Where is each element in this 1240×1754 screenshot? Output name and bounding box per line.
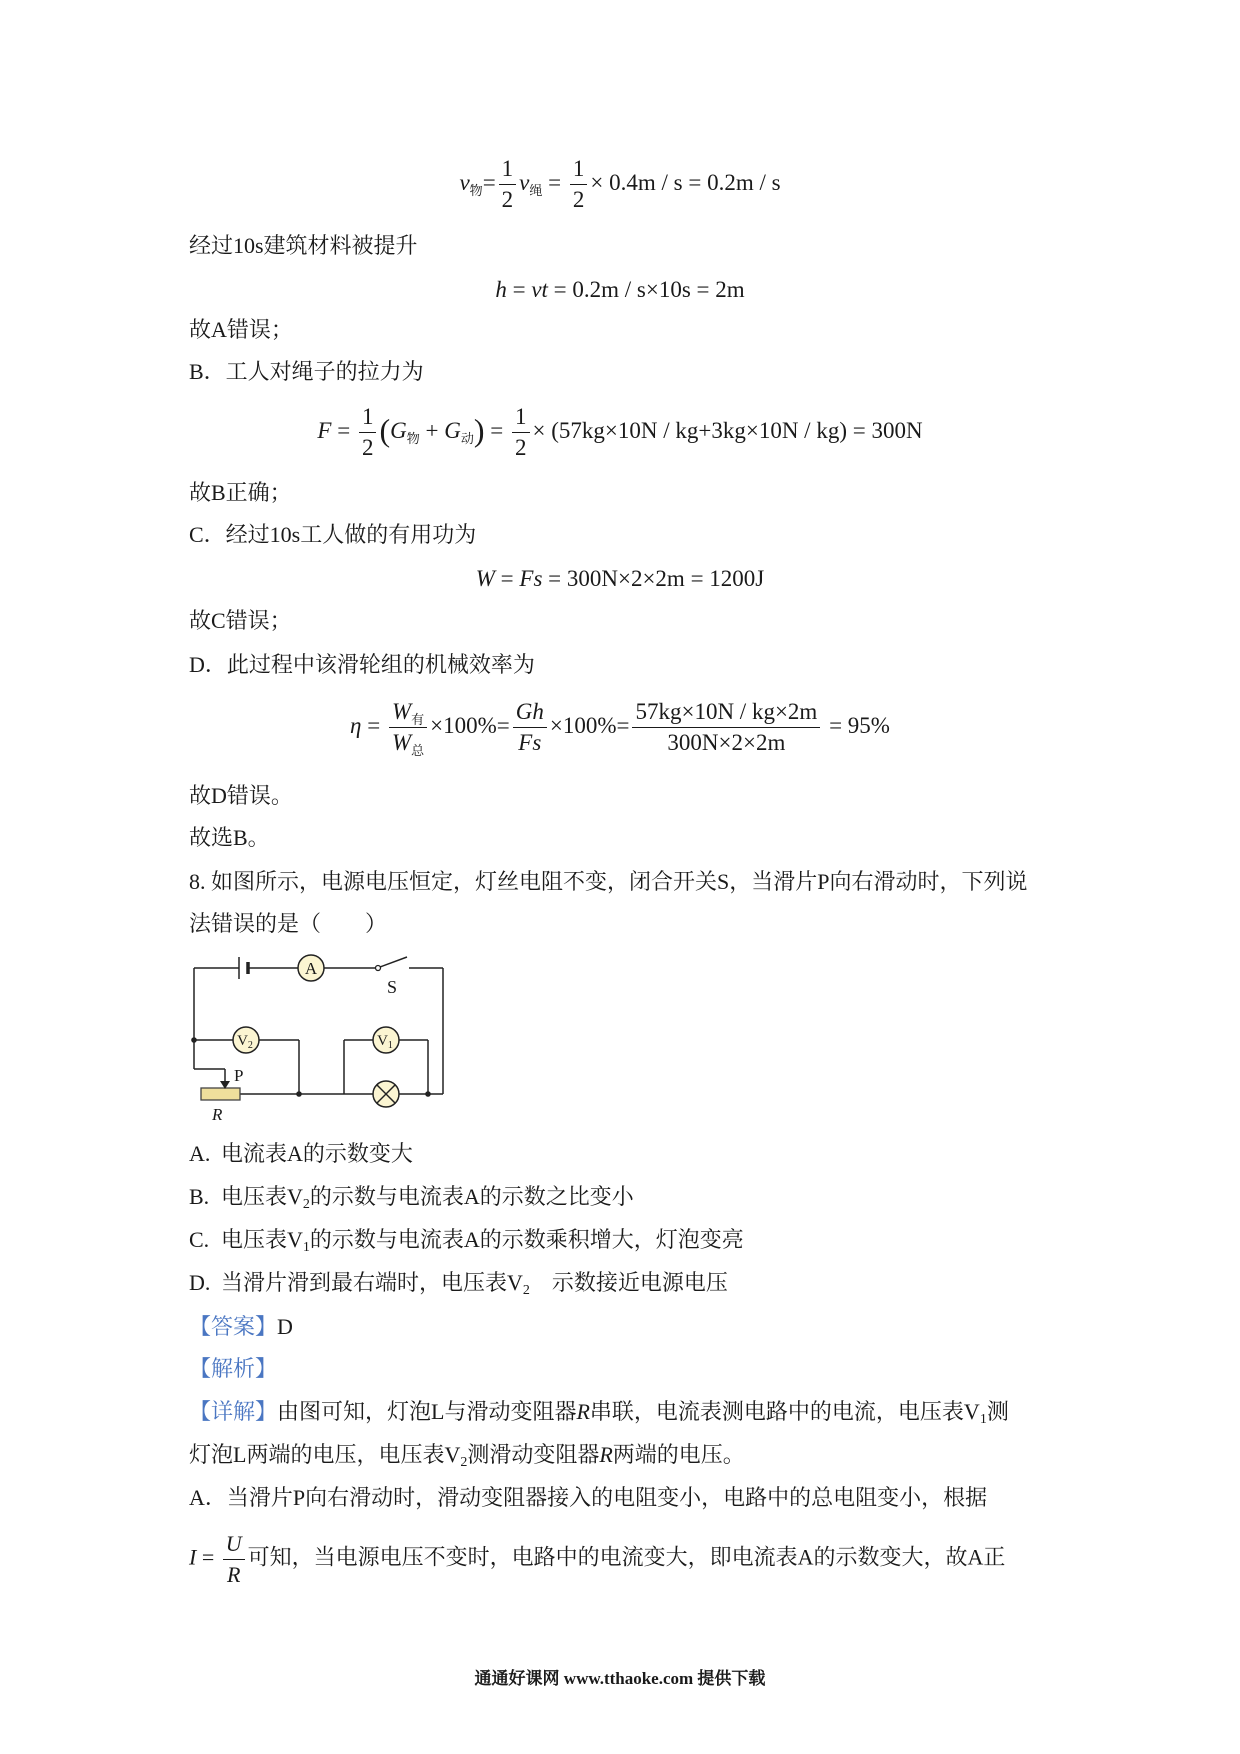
formula-efficiency	[0, 690, 1240, 764]
subscript: 2	[302, 1197, 310, 1212]
switch-icon	[376, 957, 408, 997]
fraction-numerator: Gh	[513, 698, 547, 728]
analysis-tag: 【解析】	[189, 1356, 278, 1381]
formula-tail: = 0.2m / s×10s = 2m	[547, 277, 745, 302]
formula-efficiency-expression	[350, 698, 890, 757]
fraction-denominator: Fs	[518, 729, 542, 755]
text-line: 故A错误；	[189, 317, 293, 342]
voltmeter-v1-icon	[373, 1027, 399, 1053]
rheostat-label: R	[212, 1105, 223, 1124]
option-a	[189, 1139, 413, 1169]
detail-text: 可知，当电源电压不变时，电路中的电流变大，即电流表A的示数变大，故A正	[247, 1544, 1006, 1570]
page-footer: 通通好课网 www.tthaoke.com 提供下载	[474, 1669, 766, 1688]
fraction-numeric	[632, 698, 820, 757]
fraction-denominator: 2	[361, 434, 374, 460]
equals: =	[482, 169, 496, 195]
fraction-work-ratio	[389, 698, 427, 757]
var-r: R	[599, 1442, 613, 1467]
rheostat-icon	[201, 1066, 243, 1124]
voltmeter-v1-letter: V	[377, 1033, 388, 1049]
fraction-denominator: R	[226, 1561, 241, 1587]
detail-text: 两端的电压。	[612, 1442, 745, 1467]
fraction-denominator	[389, 728, 427, 757]
formula-tail: × (57kg×10N / kg+3kg×10N / kg) = 300N	[532, 417, 923, 443]
equals: =	[331, 417, 356, 443]
subscript: 物	[406, 430, 420, 446]
fraction-denominator: 2	[501, 186, 514, 212]
subscript: 有	[411, 711, 425, 727]
equals: =	[196, 1544, 220, 1570]
voltmeter-v2-icon	[233, 1027, 259, 1053]
option-text: 的示数与电流表A的示数乘积增大，灯泡变亮	[309, 1227, 744, 1252]
svg-text:P	[234, 1066, 243, 1085]
var-i: I	[189, 1544, 197, 1570]
fraction-numerator: 1	[359, 403, 377, 433]
fraction-denominator: 300N×2×2m	[667, 729, 786, 755]
battery-icon	[239, 957, 248, 979]
fraction-denominator: 2	[515, 434, 527, 460]
svg-text:A	[305, 959, 318, 978]
voltmeter-v2-subscript: 2	[247, 1040, 253, 1051]
fraction-numerator: 1	[512, 403, 530, 433]
formula-tail: = 300N×2×2m = 1200J	[542, 566, 765, 591]
answer-line	[189, 1312, 293, 1342]
text-line: 故B正确；	[189, 480, 292, 505]
ohms-law-expression	[189, 1530, 1005, 1589]
fraction-numerator: 1	[499, 155, 517, 185]
var-v: v	[519, 169, 530, 195]
formula-speed-expression	[459, 155, 780, 214]
var-fs: Fs	[519, 566, 543, 591]
option-d	[189, 1268, 728, 1298]
open-paren: (	[379, 411, 391, 448]
fraction-half	[570, 155, 588, 214]
slider-label: P	[234, 1066, 244, 1085]
percent-term: ×100%=	[549, 712, 630, 738]
var-h: h	[495, 277, 507, 302]
answer-value: D	[277, 1314, 293, 1339]
formula-force	[0, 398, 1240, 466]
detail-text: 测	[986, 1399, 1009, 1424]
option-label: D.	[189, 1270, 211, 1295]
text-line: B．工人对绳子的拉力为	[189, 359, 424, 384]
fraction-half	[512, 403, 530, 462]
option-label: C.	[189, 1227, 210, 1252]
var-g: G	[390, 417, 407, 443]
fraction-half	[499, 155, 517, 214]
answer-tag: 【答案】	[189, 1314, 278, 1339]
detail-line-3: A．当滑片P向右滑动时，滑动变阻器接入的电阻变小，电路中的总电阻变小，根据	[189, 1485, 988, 1510]
equals: =	[361, 712, 386, 738]
fraction-numerator: U	[223, 1530, 245, 1560]
detail-text: 灯泡L两端的电压，电压表V	[189, 1442, 461, 1467]
ammeter-icon	[298, 955, 324, 981]
text-line: 故选B。	[189, 825, 270, 850]
option-label: B.	[189, 1184, 210, 1209]
option-text: 的示数与电流表A的示数之比变小	[309, 1184, 634, 1209]
detail-line-4	[189, 1525, 1005, 1593]
option-c	[189, 1225, 744, 1255]
subscript: 物	[469, 182, 483, 198]
formula-tail: × 0.4m / s = 0.2m / s	[590, 169, 781, 195]
option-b	[189, 1182, 634, 1212]
fraction-gh-fs	[513, 698, 547, 757]
text-line: 故C错误；	[189, 608, 292, 633]
var-g: G	[444, 417, 461, 443]
detail-line-2	[189, 1440, 745, 1470]
subscript: 动	[460, 430, 474, 446]
detail-line-1	[189, 1397, 1009, 1427]
fraction-numerator	[389, 698, 427, 728]
option-text: 电压表V	[221, 1227, 303, 1252]
var-r: R	[576, 1399, 590, 1424]
circuit-wires	[194, 968, 443, 1094]
fraction-numerator: 1	[570, 155, 588, 185]
var-eta: η	[350, 712, 362, 738]
option-text: 电压表V	[221, 1184, 303, 1209]
fraction-numerator: 57kg×10N / kg×2m	[632, 698, 820, 728]
formula-force-expression	[317, 403, 922, 462]
circuit-diagram	[186, 954, 456, 1129]
formula-height-expression	[495, 275, 744, 305]
formula-work	[0, 563, 1240, 595]
subscript: 绳	[529, 182, 543, 198]
formula-speed	[0, 150, 1240, 218]
equals: =	[494, 566, 520, 591]
option-label: A.	[189, 1141, 211, 1166]
option-text: 当滑片滑到最右端时，电压表V	[221, 1270, 523, 1295]
fraction-denominator: 2	[572, 186, 585, 212]
subscript: 2	[522, 1283, 530, 1298]
detail-text: 串联，电流表测电路中的电流，电压表V	[589, 1399, 980, 1424]
option-text: 电流表A的示数变大	[221, 1141, 413, 1166]
fraction-half	[359, 403, 377, 462]
formula-work-expression	[476, 564, 765, 594]
var-w: W	[475, 566, 495, 591]
equals: =	[506, 277, 532, 302]
question-stem-line-1: 8. 如图所示，电源电压恒定，灯丝电阻不变，闭合开关S，当滑片P向右滑动时，下列说	[189, 869, 1028, 894]
percent-term: ×100%=	[430, 712, 510, 738]
formula-height	[0, 274, 1240, 306]
close-paren: )	[473, 411, 485, 448]
var-vt: vt	[531, 277, 548, 302]
equals: =	[484, 417, 510, 443]
subscript: 1	[979, 1412, 987, 1427]
text-line: 经过10s建筑材料被提升	[189, 233, 418, 258]
text-line: C．经过10s工人做的有用功为	[189, 522, 477, 547]
text-line: 故D错误。	[189, 783, 293, 808]
ammeter-label: A	[304, 959, 318, 978]
plus: +	[419, 417, 445, 443]
svg-text:R	[211, 1105, 223, 1124]
question-stem-line-2: 法错误的是（ ）	[189, 911, 388, 936]
detail-text: 由图可知，灯泡L与滑动变阻器	[277, 1399, 577, 1424]
var-w: W	[391, 698, 412, 724]
detail-text: 测滑动变阻器	[467, 1442, 600, 1467]
var-w: W	[391, 729, 412, 755]
svg-text:S	[387, 977, 397, 997]
subscript: 1	[302, 1240, 310, 1255]
option-text: 示数接近电源电压	[529, 1270, 728, 1295]
detail-tag: 【详解】	[189, 1399, 278, 1424]
fraction-u-over-r	[223, 1530, 245, 1589]
lamp-icon	[373, 1081, 399, 1107]
voltmeter-v1-subscript: 1	[387, 1040, 393, 1051]
formula-tail: = 95%	[823, 712, 890, 738]
equals: =	[542, 169, 567, 195]
text-line: D．此过程中该滑轮组的机械效率为	[189, 652, 535, 677]
subscript: 2	[460, 1455, 468, 1470]
var-v: v	[459, 169, 470, 195]
voltmeter-v2-letter: V	[237, 1033, 248, 1049]
subscript: 总	[411, 742, 425, 758]
switch-label: S	[386, 977, 398, 997]
var-f: F	[317, 417, 332, 443]
